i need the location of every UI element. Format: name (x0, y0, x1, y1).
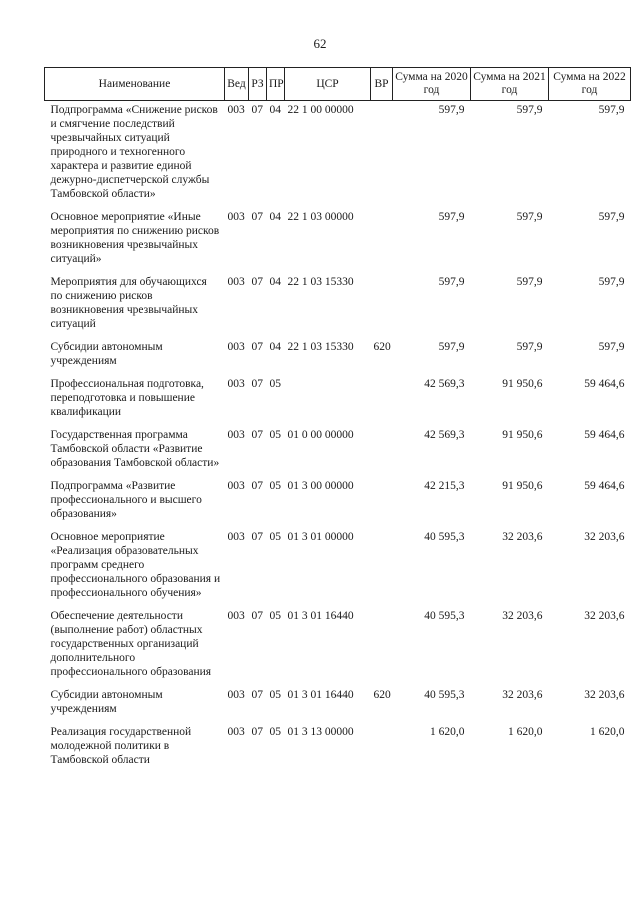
column-header-vr: ВР (371, 68, 393, 101)
table-row (45, 334, 631, 371)
row-sum-2021: 91 950,6 (502, 480, 543, 492)
row-sum-2022: 597,9 (598, 276, 625, 288)
row-pr: 05 (269, 689, 281, 701)
row-vr (371, 371, 393, 422)
row-ved: 003 (227, 429, 245, 441)
row-rz: 07 (251, 531, 263, 543)
row-rz: 07 (251, 480, 263, 492)
row-vr (371, 719, 393, 770)
row-csr: 01 3 00 00000 (287, 480, 354, 492)
row-rz: 07 (251, 341, 263, 353)
row-sum-2022: 32 203,6 (584, 610, 625, 622)
row-ved: 003 (227, 689, 245, 701)
row-ved: 003 (227, 610, 245, 622)
row-rz: 07 (251, 429, 263, 441)
column-header-sum-2021: Сумма на 2021 год (471, 68, 549, 101)
row-csr: 01 3 01 16440 (287, 610, 354, 622)
row-sum-2020: 1 620,0 (430, 726, 465, 738)
row-vr: 620 (373, 689, 391, 701)
row-ved: 003 (227, 531, 245, 543)
row-ved: 003 (227, 726, 245, 738)
row-csr: 22 1 03 00000 (287, 211, 354, 223)
row-sum-2021: 1 620,0 (508, 726, 543, 738)
row-csr (285, 371, 371, 422)
column-header-csr: ЦСР (285, 68, 371, 101)
row-pr: 05 (269, 726, 281, 738)
row-name: Подпрограмма «Развитие профессионального и высшего образования» (50, 480, 202, 520)
row-name: Профессиональная подготовка, переподготовка и повышение квалификации (50, 378, 204, 418)
row-sum-2020: 40 595,3 (424, 610, 465, 622)
row-rz: 07 (251, 689, 263, 701)
column-header-name: Наименование (45, 68, 225, 101)
row-name: Государственная программа Тамбовской области «Развитие образования Тамбовской области» (50, 429, 220, 469)
row-ved: 003 (227, 211, 245, 223)
table-row (45, 371, 631, 422)
row-rz: 07 (251, 726, 263, 738)
row-vr (371, 422, 393, 473)
row-sum-2020: 40 595,3 (424, 689, 465, 701)
row-sum-2020: 40 595,3 (424, 531, 465, 543)
column-header-sum-2022: Сумма на 2022 год (549, 68, 631, 101)
row-rz: 07 (251, 378, 263, 390)
row-ved: 003 (227, 104, 245, 116)
row-sum-2022: 59 464,6 (584, 429, 625, 441)
row-sum-2022: 59 464,6 (584, 378, 625, 390)
row-rz: 07 (251, 211, 263, 223)
row-rz: 07 (251, 104, 263, 116)
page-number: 62 (313, 36, 327, 51)
row-sum-2020: 597,9 (438, 341, 465, 353)
row-vr (371, 204, 393, 269)
row-csr: 22 1 00 00000 (287, 104, 354, 116)
row-csr: 01 3 01 16440 (287, 689, 354, 701)
row-name: Подпрограмма «Снижение рисков и смягчение последствий чрезвычайных ситуаций природного и техногенного характера и развитие единой дежурно-диспетчерской службы Тамбовской области» (50, 104, 218, 200)
row-sum-2021: 91 950,6 (502, 429, 543, 441)
row-ved: 003 (227, 378, 245, 390)
row-name: Субсидии автономным учреждениям (50, 689, 163, 715)
row-sum-2020: 42 215,3 (424, 480, 465, 492)
row-sum-2022: 1 620,0 (590, 726, 625, 738)
row-rz: 07 (251, 276, 263, 288)
row-name: Субсидии автономным учреждениям (50, 341, 163, 367)
row-sum-2021: 32 203,6 (502, 689, 543, 701)
row-vr (371, 269, 393, 334)
row-pr: 05 (269, 531, 281, 543)
row-pr: 05 (269, 378, 281, 390)
column-header-ved: Вед (225, 68, 249, 101)
row-csr: 22 1 03 15330 (287, 341, 354, 353)
table-row (45, 682, 631, 719)
row-pr: 04 (269, 104, 281, 116)
row-vr (371, 524, 393, 603)
row-sum-2021: 597,9 (516, 211, 543, 223)
row-name: Реализация государственной молодежной политики в Тамбовской области (50, 726, 192, 766)
row-name: Мероприятия для обучающихся по снижению рисков возникновения чрезвычайных ситуаций (50, 276, 207, 330)
row-ved: 003 (227, 276, 245, 288)
row-sum-2021: 32 203,6 (502, 531, 543, 543)
table-row (45, 603, 631, 682)
row-sum-2020: 597,9 (438, 211, 465, 223)
row-sum-2020: 597,9 (438, 104, 465, 116)
row-name: Основное мероприятие «Реализация образовательных программ среднего профессионального образования и профессионального обучения» (50, 531, 221, 599)
row-sum-2020: 42 569,3 (424, 378, 465, 390)
table-row (45, 473, 631, 524)
table-body (45, 101, 631, 771)
row-csr: 01 3 01 00000 (287, 531, 354, 543)
row-sum-2021: 32 203,6 (502, 610, 543, 622)
row-name: Обеспечение деятельности (выполнение работ) областных государственных организаций дополнительного профессионального образования (50, 610, 212, 678)
row-pr: 05 (269, 610, 281, 622)
row-sum-2022: 597,9 (598, 104, 625, 116)
table-row (45, 101, 631, 205)
column-header-sum-2020: Сумма на 2020 год (393, 68, 471, 101)
table-header-row (45, 68, 631, 101)
row-ved: 003 (227, 341, 245, 353)
table-row (45, 269, 631, 334)
row-ved: 003 (227, 480, 245, 492)
row-vr (371, 473, 393, 524)
row-vr: 620 (373, 341, 391, 353)
row-sum-2021: 597,9 (516, 104, 543, 116)
row-name: Основное мероприятие «Иные мероприятия по снижению рисков возникновения чрезвычайных ситуаций» (50, 211, 220, 265)
row-pr: 05 (269, 429, 281, 441)
row-pr: 04 (269, 276, 281, 288)
row-pr: 04 (269, 341, 281, 353)
row-vr (371, 101, 393, 205)
column-header-rz: РЗ (249, 68, 267, 101)
row-sum-2022: 59 464,6 (584, 480, 625, 492)
table-row (45, 422, 631, 473)
row-sum-2021: 597,9 (516, 341, 543, 353)
row-rz: 07 (251, 610, 263, 622)
row-csr: 01 0 00 00000 (287, 429, 354, 441)
row-pr: 04 (269, 211, 281, 223)
row-sum-2022: 597,9 (598, 341, 625, 353)
column-header-pr: ПР (267, 68, 285, 101)
row-sum-2021: 91 950,6 (502, 378, 543, 390)
row-sum-2022: 32 203,6 (584, 531, 625, 543)
row-sum-2020: 597,9 (438, 276, 465, 288)
row-csr: 01 3 13 00000 (287, 726, 354, 738)
row-pr: 05 (269, 480, 281, 492)
row-sum-2022: 32 203,6 (584, 689, 625, 701)
row-sum-2022: 597,9 (598, 211, 625, 223)
table-row (45, 204, 631, 269)
row-sum-2020: 42 569,3 (424, 429, 465, 441)
budget-table (44, 67, 631, 770)
row-csr: 22 1 03 15330 (287, 276, 354, 288)
row-sum-2021: 597,9 (516, 276, 543, 288)
table-row (45, 524, 631, 603)
table-row (45, 719, 631, 770)
row-vr (371, 603, 393, 682)
